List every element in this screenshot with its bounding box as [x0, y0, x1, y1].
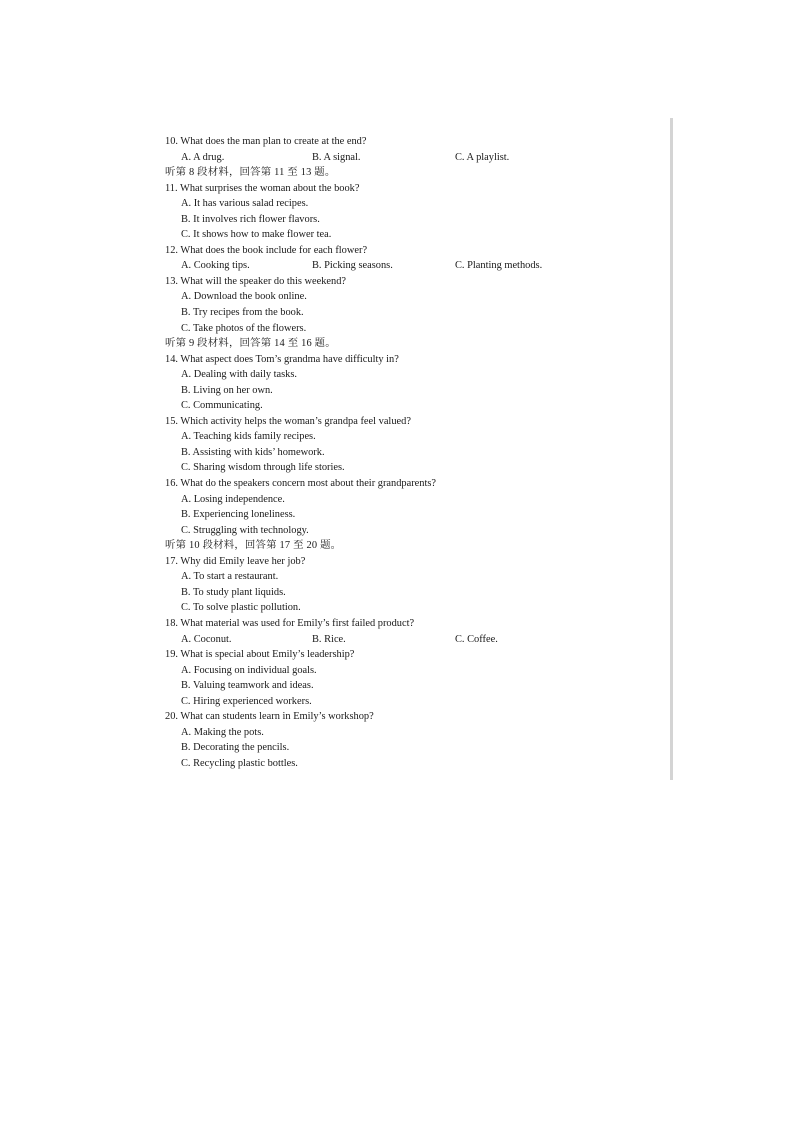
- option-b: B. Rice.: [312, 633, 346, 645]
- option: C. Hiring experienced workers.: [181, 695, 312, 707]
- option: B. It involves rich flower flavors.: [181, 213, 320, 225]
- section-instruction: 听第 10 段材料，回答第 17 至 20 题。: [165, 540, 342, 552]
- option: B. Try recipes from the book.: [181, 307, 304, 319]
- option: A. Dealing with daily tasks.: [181, 369, 298, 381]
- option: A. Making the pots.: [181, 726, 264, 738]
- question: 18. What material was used for Emily’s first failed product?: [165, 617, 415, 629]
- question-list: [165, 134, 665, 771]
- option: A. Download the book online.: [181, 291, 307, 303]
- question: 12. What does the book include for each flower?: [165, 244, 368, 256]
- option-c: C. A playlist.: [455, 151, 510, 163]
- option: B. Decorating the pencils.: [181, 742, 290, 754]
- option: A. It has various salad recipes.: [181, 198, 309, 210]
- question: 11. What surprises the woman about the book?: [165, 182, 360, 194]
- option: B. Living on her own.: [181, 384, 273, 396]
- option: B. To study plant liquids.: [181, 586, 286, 598]
- option-a: A. Cooking tips.: [181, 260, 250, 272]
- option: C. Recycling plastic bottles.: [181, 757, 298, 769]
- options-row: [165, 150, 665, 166]
- option: B. Valuing teamwork and ideas.: [181, 680, 314, 692]
- option: C. It shows how to make flower tea.: [181, 229, 332, 241]
- question: 16. What do the speakers concern most about their grandparents?: [165, 478, 437, 490]
- question: 20. What can students learn in Emily’s workshop?: [165, 711, 374, 723]
- option-b: B. Picking seasons.: [312, 260, 393, 272]
- question: 15. Which activity helps the woman’s grandpa feel valued?: [165, 415, 411, 427]
- options-row: [165, 632, 665, 648]
- option: B. Experiencing loneliness.: [181, 509, 296, 521]
- option: C. Sharing wisdom through life stories.: [181, 462, 345, 474]
- option: C. Struggling with technology.: [181, 524, 309, 536]
- option: C. To solve plastic pollution.: [181, 602, 301, 614]
- option: A. Losing independence.: [181, 493, 285, 505]
- question: 14. What aspect does Tom’s grandma have difficulty in?: [165, 353, 399, 365]
- question: 13. What will the speaker do this weekend?: [165, 275, 347, 287]
- page-edge-rule: [670, 118, 673, 780]
- option: B. Assisting with kids’ homework.: [181, 446, 325, 458]
- option: A. Focusing on individual goals.: [181, 664, 317, 676]
- section-instruction: 听第 9 段材料，回答第 14 至 16 题。: [165, 338, 336, 350]
- question: 19. What is special about Emily’s leadership?: [165, 649, 355, 661]
- option: C. Take photos of the flowers.: [181, 322, 307, 334]
- option-a: A. Coconut.: [181, 633, 232, 645]
- option: C. Communicating.: [181, 400, 263, 412]
- option-b: B. A signal.: [312, 151, 361, 163]
- section-instruction: 听第 8 段材料，回答第 11 至 13 题。: [165, 167, 336, 179]
- option-c: C. Coffee.: [455, 633, 498, 645]
- option: A. Teaching kids family recipes.: [181, 431, 316, 443]
- option-a: A. A drug.: [181, 151, 225, 163]
- question: 10. What does the man plan to create at the end?: [165, 136, 367, 147]
- options-row: [165, 258, 665, 274]
- option: A. To start a restaurant.: [181, 571, 279, 583]
- question: 17. Why did Emily leave her job?: [165, 555, 306, 567]
- option-c: C. Planting methods.: [455, 260, 543, 272]
